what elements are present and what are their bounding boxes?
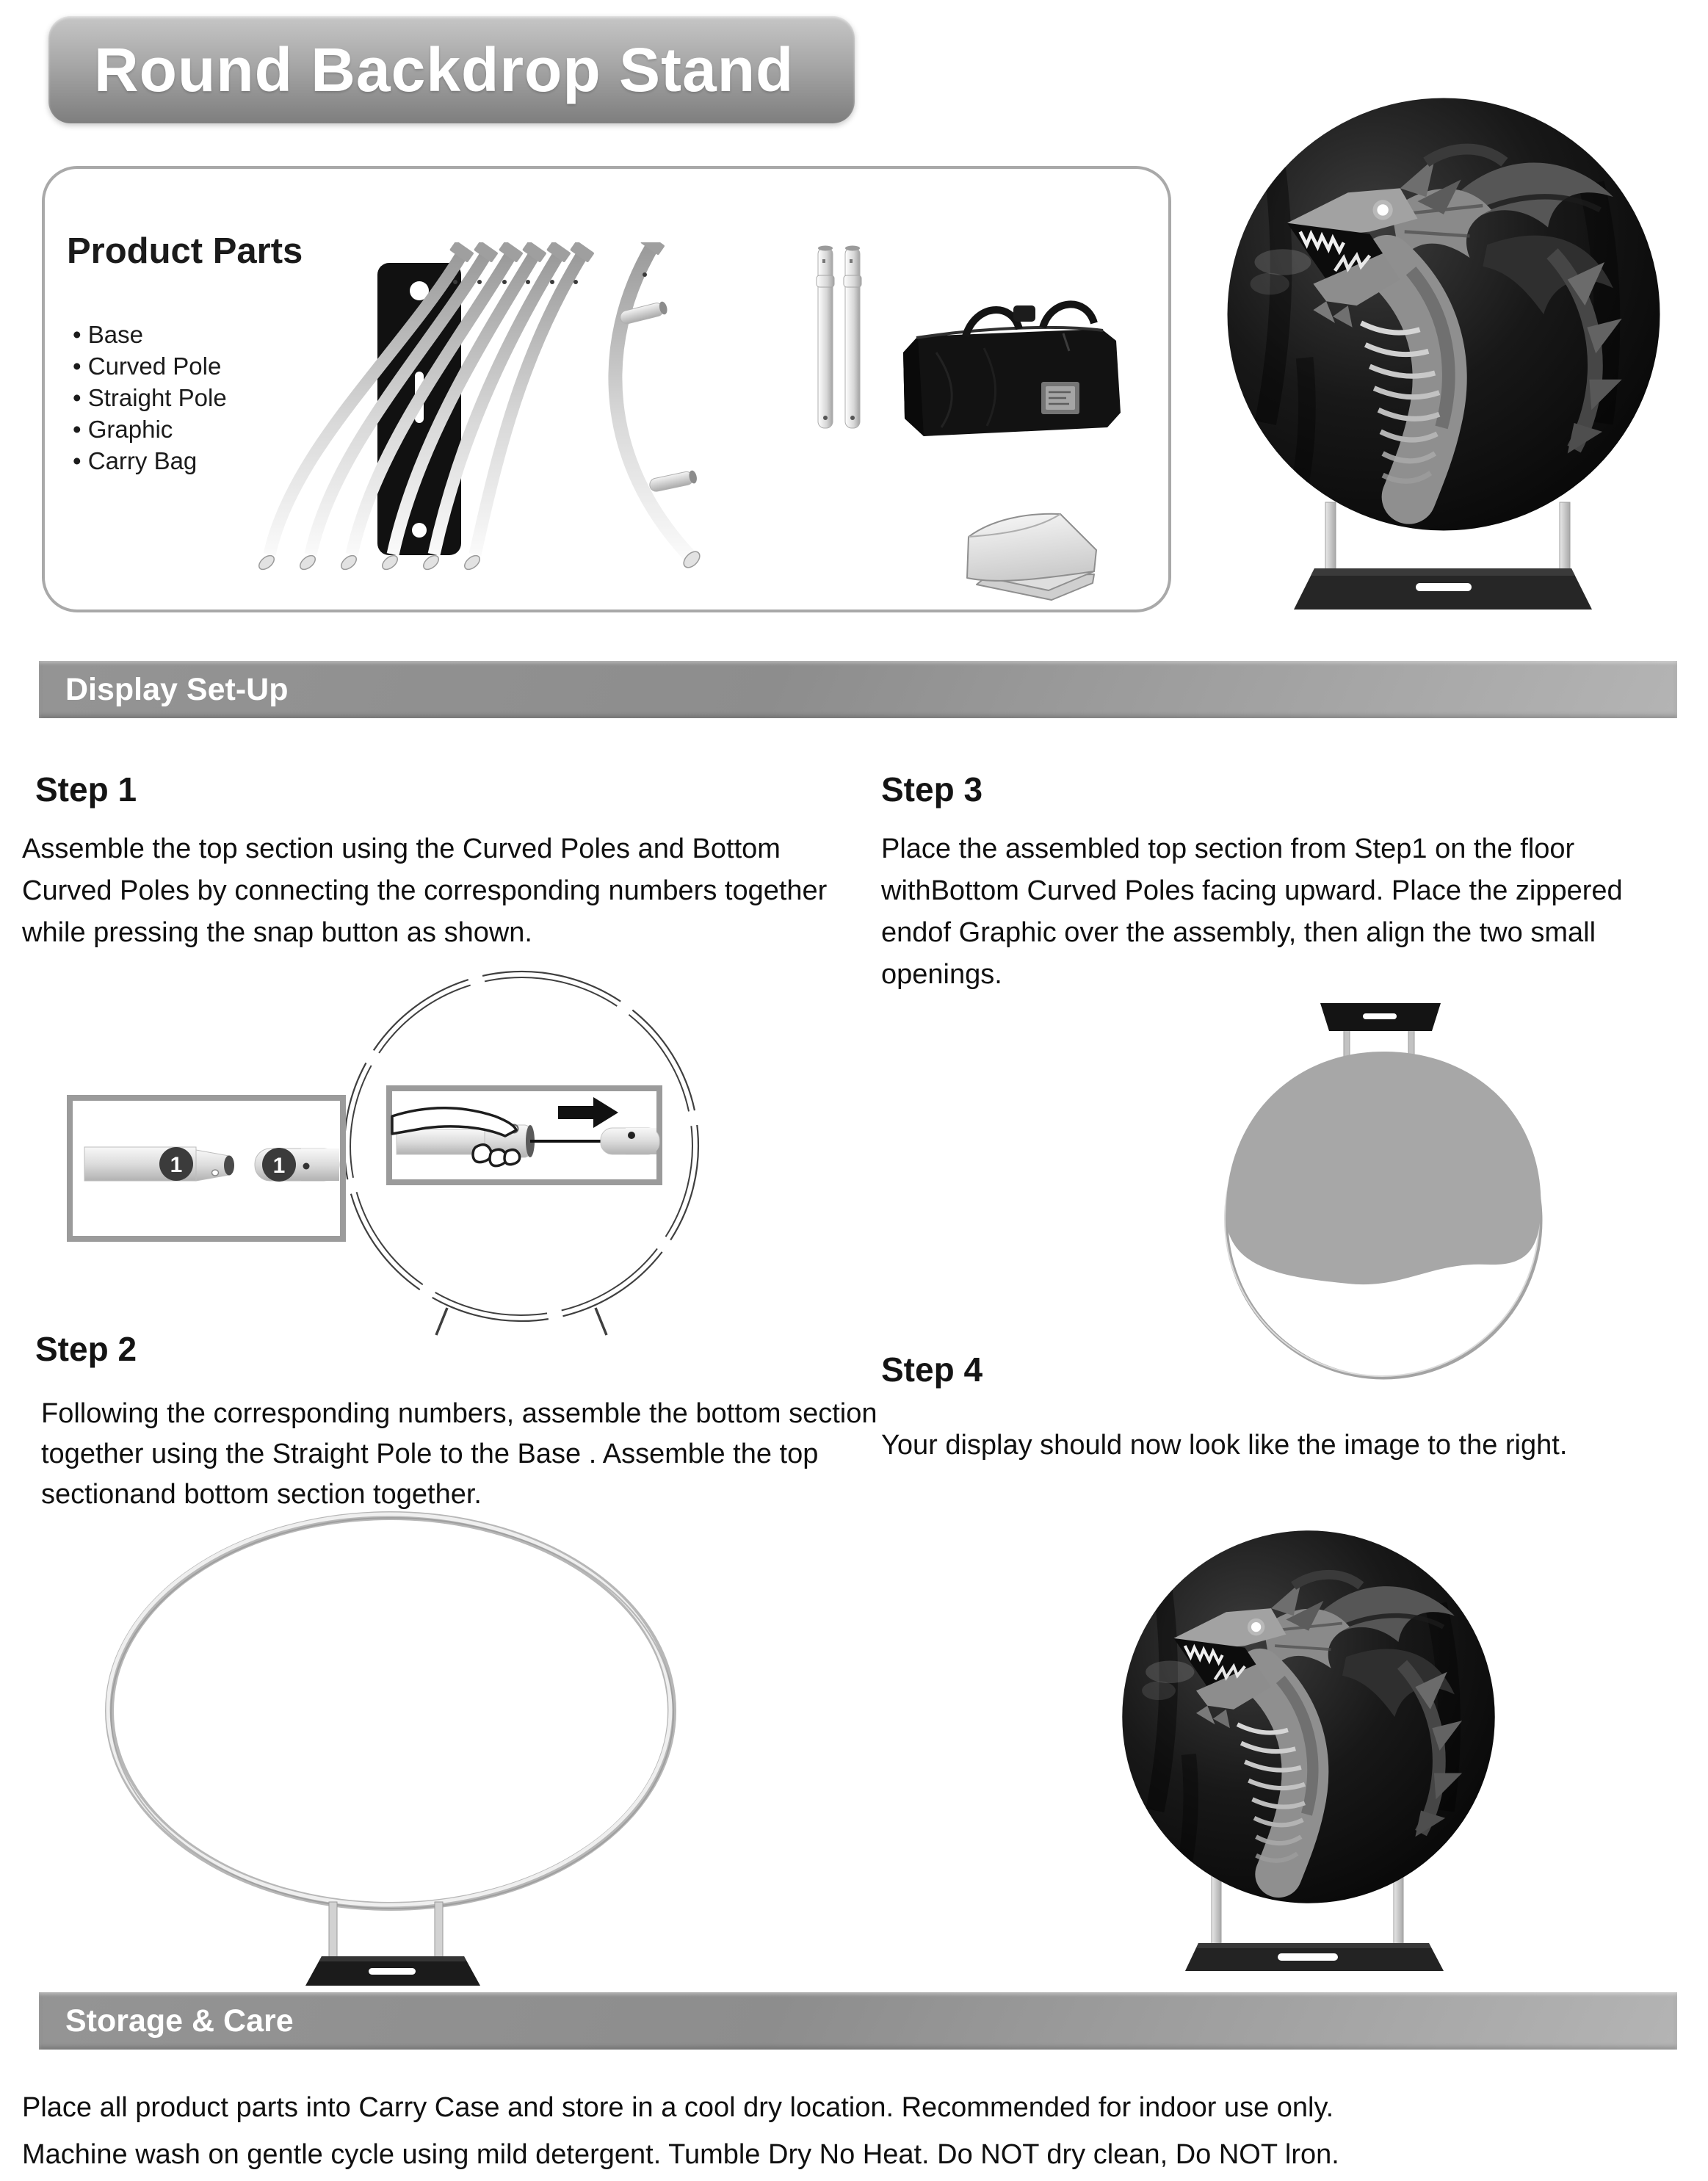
- display-setup-banner: [39, 661, 1677, 718]
- step4-heading: Step 4: [881, 1350, 983, 1389]
- pole-number-badge: 1: [170, 1153, 183, 1177]
- assembled-ring-stand: [108, 1514, 673, 1986]
- pole-connection-inset: [70, 1098, 343, 1239]
- care-line: Machine wash on gentle cycle using mild detergent. Tumble Dry No Heat. Do NOT dry clean, Do NOT lron.: [22, 2139, 1339, 2170]
- display-stand-base: [1185, 1943, 1444, 1971]
- title-banner: [48, 16, 855, 123]
- graphic-fabric-part: [967, 514, 1096, 600]
- step1-text: Assemble the top section using the Curved Poles and Bottom Curved Poles by connecting the corresponding numbers together while pressing the snap button as shown.: [22, 833, 828, 948]
- step2-heading: Step 2: [35, 1330, 137, 1368]
- step1-illustration: [44, 962, 727, 1337]
- parts-list-item: • Carry Bag: [73, 445, 227, 477]
- parts-list-item: • Straight Pole: [73, 382, 227, 413]
- product-parts-illustration: [250, 242, 1168, 606]
- display-stand-base: [1294, 568, 1592, 610]
- bottom-curved-pole-part: [615, 242, 703, 571]
- step4-illustration: [1101, 1529, 1527, 1993]
- parts-list-item: • Graphic: [73, 413, 227, 445]
- product-parts-heading: Product Parts: [67, 231, 303, 271]
- carry-bag-part: [903, 304, 1121, 436]
- product-parts-list: [73, 319, 227, 477]
- page-title: Round Backdrop Stand: [94, 35, 795, 104]
- step2-text: Following the corresponding numbers, assemble the bottom section together using the Straight Pole to the Base . Assemble the top sectionand bottom section together.: [41, 1398, 877, 1510]
- pole-number-badge: 1: [272, 1154, 286, 1178]
- straight-pole-parts: [817, 246, 861, 429]
- step4-text: Your display should now look like the image to the right.: [881, 1430, 1568, 1461]
- step3-heading: Step 3: [881, 770, 983, 809]
- dragon-graphic: [1226, 97, 1661, 532]
- draped-graphic-fabric: [1226, 1052, 1541, 1284]
- dragon-graphic: [1121, 1530, 1496, 1904]
- snap-button-inset: [389, 1088, 659, 1182]
- assembled-display-photo: [1204, 94, 1689, 637]
- care-instructions: [22, 2084, 1689, 2178]
- storage-care-title: Storage & Care: [65, 2003, 294, 2039]
- step2-illustration: [103, 1511, 698, 2000]
- parts-list-item: • Base: [73, 319, 227, 350]
- step3-illustration: [1173, 978, 1632, 1389]
- care-line: Place all product parts into Carry Case and store in a cool dry location. Recommended for indoor use only.: [22, 2092, 1334, 2123]
- parts-list-item: • Curved Pole: [73, 350, 227, 382]
- inverted-stand-with-graphic: [1225, 1003, 1541, 1378]
- storage-care-banner: [39, 1992, 1677, 2050]
- step1-heading: Step 1: [35, 770, 137, 809]
- step3-text: Place the assembled top section from Step1 on the floor withBottom Curved Poles facing upward. Place the zippered endof Graphic over the assembly, then align the two small openings.: [881, 833, 1623, 990]
- display-setup-title: Display Set-Up: [65, 671, 289, 707]
